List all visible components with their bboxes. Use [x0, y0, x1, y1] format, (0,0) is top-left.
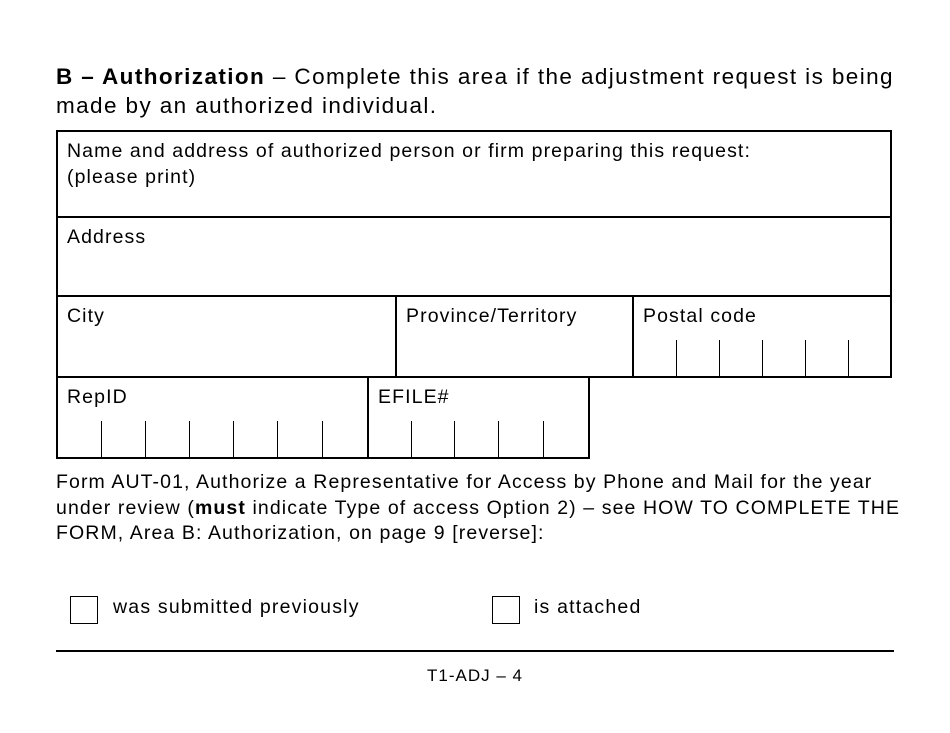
- submitted-previously-label: was submitted previously: [113, 596, 360, 618]
- postal-code-divider: [676, 340, 677, 376]
- address-label: Address: [67, 226, 147, 248]
- postal-code-divider: [762, 340, 763, 376]
- province-field[interactable]: [395, 295, 634, 378]
- city-label: City: [67, 305, 105, 327]
- form-aut01-note: [56, 470, 916, 547]
- page-number: T1-ADJ – 4: [427, 666, 523, 685]
- efile-field[interactable]: [367, 376, 590, 459]
- repid-divider: [277, 421, 278, 457]
- name-field-label-line1: Name and address of authorized person or firm preparing this request:: [67, 140, 751, 162]
- repid-divider: [101, 421, 102, 457]
- repid-divider: [145, 421, 146, 457]
- postal-code-divider: [719, 340, 720, 376]
- efile-divider: [411, 421, 412, 457]
- repid-divider: [233, 421, 234, 457]
- submitted-previously-checkbox[interactable]: [70, 596, 98, 624]
- name-field[interactable]: [56, 130, 892, 218]
- section-title-rest: – Complete this area if the adjustment request is being made by an authorized individual.: [56, 64, 894, 118]
- section-heading: [56, 62, 906, 120]
- attached-checkbox[interactable]: [492, 596, 520, 624]
- name-field-label-line2: (please print): [67, 166, 197, 188]
- form-note-text-continued: indicate Type of access Option 2) – see HOW TO COMPLETE THE FORM, Area B: Authorization, on page 9 [reverse]:: [56, 496, 901, 544]
- postal-code-divider: [848, 340, 849, 376]
- name-field-label: [67, 138, 751, 190]
- efile-label: EFILE#: [378, 386, 450, 408]
- repid-divider: [322, 421, 323, 457]
- efile-divider: [543, 421, 544, 457]
- postal-code-divider: [805, 340, 806, 376]
- repid-label: RepID: [67, 386, 128, 408]
- province-label: Province/Territory: [406, 305, 578, 327]
- form-note-emphasis: must: [194, 496, 246, 519]
- efile-divider: [454, 421, 455, 457]
- city-field[interactable]: [56, 295, 397, 378]
- attached-label: is attached: [534, 596, 642, 618]
- footer-divider: [56, 650, 894, 652]
- efile-divider: [498, 421, 499, 457]
- repid-field[interactable]: [56, 376, 369, 459]
- repid-divider: [189, 421, 190, 457]
- section-title-bold: B – Authorization: [56, 64, 266, 89]
- postal-code-field[interactable]: [632, 295, 892, 378]
- postal-code-label: Postal code: [643, 305, 757, 327]
- form-note-text: Form AUT-01, Authorize a Representative for Access by Phone and Mail for the year under review (: [56, 471, 873, 519]
- address-field[interactable]: [56, 216, 892, 297]
